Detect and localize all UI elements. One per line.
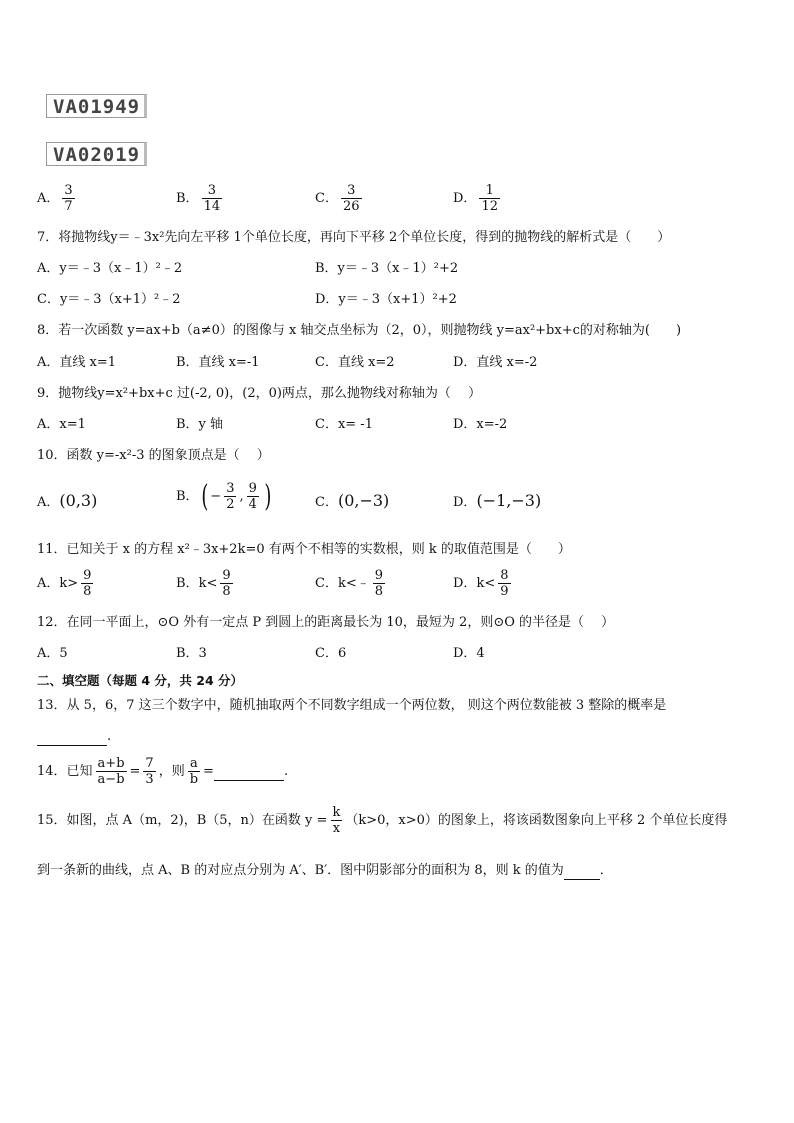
section-heading-fill-in: 二、填空题（每题 4 分，共 24 分） [37,673,244,688]
q14-answer-blank[interactable] [214,764,284,781]
q12-option-a: A．5 [37,646,68,661]
q12-option-d: D．4 [453,646,485,661]
q9-stem: 9．抛物线y=x²+bx+c 过(-2, 0)，(2，0)两点，那么抛物线对称轴为（ ） [37,386,482,401]
q9-option-a: A．x=1 [37,417,86,432]
q10-option-d: D．(−1,−3) [453,491,542,510]
q6-option-b: B． $\frac{3}{14}$ [176,183,221,214]
q7-option-d: D．y＝﹣3（x+1）²+2 [315,292,457,307]
q12-stem: 12．在同一平面上，⊙O 外有一定点 P 到圆上的距离最长为 10，最短为 2，则⊙O 的半径是（ ） [37,615,615,630]
q11-option-c: C．k<﹣ $\frac{9}{8}$ [315,568,384,599]
q6-option-c: C． $\frac{3}{26}$ [315,183,360,214]
q7-option-b: B．y＝﹣3（x﹣1）²+2 [315,261,459,276]
q6-option-d: D． $\frac{1}{12}$ [453,183,498,214]
q12-option-c: C．6 [315,646,347,661]
q12-option-b: B．3 [176,646,207,661]
q6-option-a: A． $\frac{3}{7}$ [37,183,73,214]
q8-option-d: D．直线 x=-2 [453,355,538,370]
document-code-stamp-2: VA02019 [46,142,147,166]
q9-option-d: D．x=-2 [453,417,508,432]
q8-option-a: A．直线 x=1 [37,355,117,370]
q11-option-b: B．k< $\frac{9}{8}$ [176,568,231,599]
q13-answer-blank[interactable] [37,729,107,746]
q10-option-c: C．(0,−3) [315,491,390,510]
q9-option-b: B．y 轴 [176,417,224,432]
q7-option-a: A．y＝﹣3（x﹣1）²﹣2 [37,261,183,276]
q11-option-a: A．k> $\frac{9}{8}$ [37,568,92,599]
q15-line-1: 15．如图，点 A（m，2)，B（5，n）在函数 y = $\frac{k}{x}$ （k>0，x>0）的图象上，将该函数图象向上平移 2 个单位长度得 [37,805,728,836]
q11-stem: 11．已知关于 x 的方程 x²﹣3x+2k=0 有两个不相等的实数根，则 k 的取值范围是（ ） [37,542,571,557]
q14-line: 14．已知 $\frac{a+b}{a-b}$ = $\frac{7}{3}$ ，则 $\frac{a}{b}$ = . [37,756,289,787]
q8-option-c: C．直线 x=2 [315,355,395,370]
q13-stem: 13．从 5，6，7 这三个数字中，随机抽取两个不同数字组成一个两位数， 则这个两位数能被 3 整除的概率是 [37,698,667,713]
q15-line-2: 到一条新的曲线，点 A、B 的对应点分别为 A′、B′．图中阴影部分的面积为 8，则 k 的值为 ． [37,863,613,878]
q9-option-c: C．x= -1 [315,417,373,432]
document-code-stamp-1: VA01949 [46,94,147,118]
q8-option-b: B．直线 x=-1 [176,355,260,370]
q11-option-d: D．k< $\frac{8}{9}$ [453,568,509,599]
q8-stem: 8．若一次函数 y=ax+b（a≠0）的图像与 x 轴交点坐标为（2，0），则抛物线 y=ax²+bx+c的对称轴为( ) [37,323,682,338]
q10-option-b: B．( − $\frac{3}{2}$ , $\frac{9}{4}$ ) [176,478,272,514]
q15-answer-blank[interactable] [564,863,600,880]
q10-stem: 10．函数 y=-x²-3 的图象顶点是（ ） [37,448,270,463]
q13-answer-line: . [37,729,111,746]
q7-option-c: C．y＝﹣3（x+1）²﹣2 [37,292,181,307]
q7-stem: 7．将抛物线y＝﹣3x²先向左平移 1个单位长度，再向下平移 2个单位长度，得到的抛物线的解析式是（ ） [37,230,671,245]
q10-option-a: A．(0,3) [37,491,98,510]
